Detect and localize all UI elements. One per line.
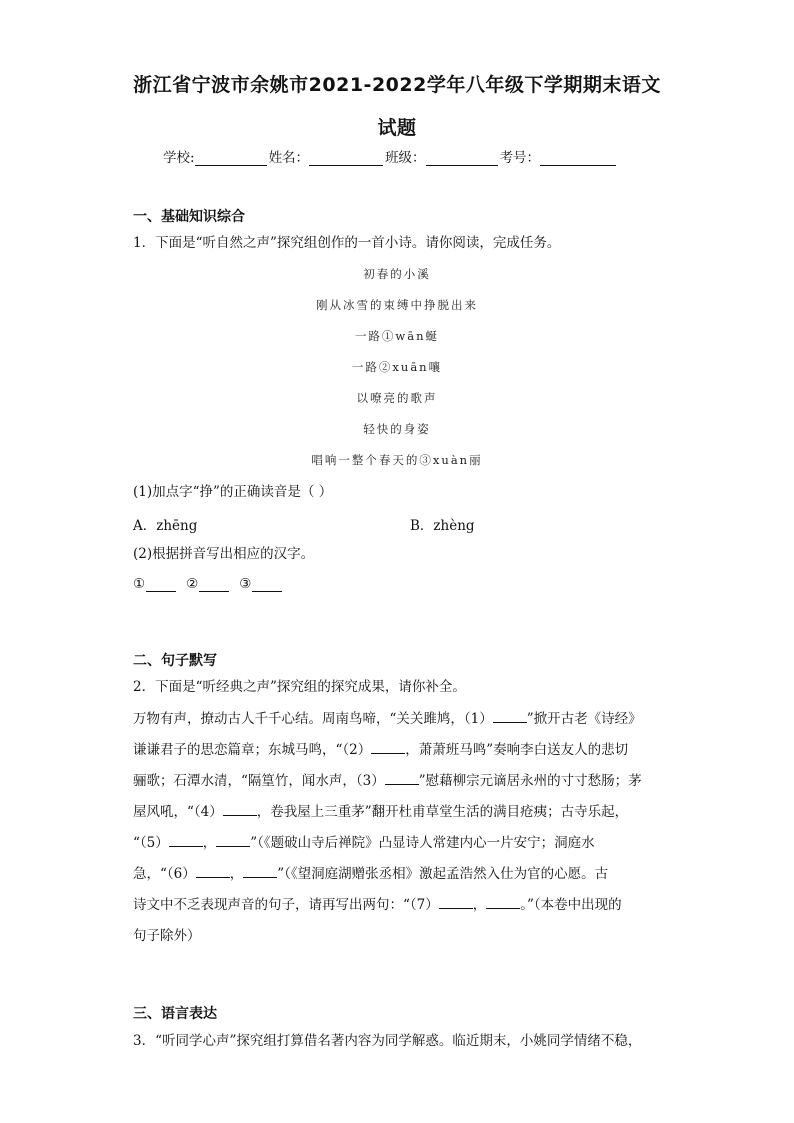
passage-line — [133, 735, 663, 766]
passage-line — [133, 797, 663, 828]
passage-line — [133, 704, 663, 735]
passage-text: 屋风吼，“（4） — [133, 804, 223, 820]
passage-line — [133, 828, 663, 859]
exam-title-line2: 试题 — [377, 117, 417, 139]
poem-line: 初春的小溪 — [363, 267, 431, 281]
fill-blank[interactable] — [216, 831, 250, 847]
passage-text: 谦谦君子的思恋篇章；东城马鸣，“（2） — [133, 742, 372, 758]
option-b[interactable]: B．zhèng — [410, 518, 475, 534]
blank-line[interactable] — [146, 576, 176, 592]
passage-text: ，卷我屋上三重茅”翻开杜甫草堂生活的满目疮痍；古寺乐起， — [256, 804, 629, 820]
answer-blank-1[interactable] — [133, 576, 176, 592]
poem-line: 唱响一整个春天的③xuàn丽 — [311, 453, 483, 467]
passage-text: 句子除外） — [133, 928, 201, 944]
sub-question-2: (2)根据拼音写出相应的汉字。 — [133, 546, 315, 562]
poem-line: 一路①wān蜒 — [354, 329, 440, 343]
answer-blanks-row — [133, 576, 282, 592]
exam-number-label: 考号： — [499, 150, 541, 166]
poem-line: 轻快的身姿 — [363, 422, 431, 436]
fill-blank[interactable] — [439, 893, 473, 909]
fill-blank[interactable] — [371, 738, 405, 754]
poem-line: 一路②xuān嚷 — [351, 360, 443, 374]
passage-text: 诗文中不乏表现声音的句子，请再写出两句：“（7） — [133, 897, 439, 913]
exam-number-field[interactable] — [540, 151, 616, 166]
poem-line: 以嘹亮的歌声 — [356, 391, 438, 405]
passage-text: ”（《望洞庭湖赠张丞相》激起孟浩然入仕为官的心愿。古 — [277, 866, 609, 882]
fill-blank[interactable] — [169, 831, 203, 847]
blank-marker: ① — [133, 576, 146, 592]
passage-text: ”（《题破山寺后禅院》凸显诗人常建内心一片安宁；洞庭水 — [250, 835, 595, 851]
fill-blank[interactable] — [196, 862, 230, 878]
name-field[interactable] — [309, 151, 383, 166]
passage-line — [133, 890, 663, 921]
passage-line — [133, 766, 663, 797]
class-label: 班级： — [385, 150, 426, 166]
blank-line[interactable] — [252, 576, 282, 592]
sub-question-1: (1)加点字“挣”的正确读音是（ ） — [133, 484, 333, 500]
passage-text: ”掀开古老《诗经》 — [526, 711, 642, 727]
poem-line: 刚从冰雪的束缚中挣脱出来 — [316, 298, 478, 312]
answer-blank-3[interactable] — [239, 576, 282, 592]
question-3-stem: 3．“听同学心声”探究组打算借名著内容为同学解惑。临近期末，小姚同学情绪不稳， — [133, 1033, 642, 1049]
fill-blank[interactable] — [385, 769, 419, 785]
passage-text: ， — [202, 835, 217, 851]
blank-marker: ③ — [239, 576, 252, 592]
question-1-stem: 1．下面是“听自然之声”探究组创作的一首小诗。请你阅读，完成任务。 — [133, 235, 561, 251]
answer-blank-2[interactable] — [186, 576, 229, 592]
passage-line — [133, 859, 663, 890]
class-field[interactable] — [426, 151, 498, 166]
passage-text: ，萧萧班马鸣”奏响李白送友人的悲切 — [405, 742, 629, 758]
fill-blank[interactable] — [486, 893, 520, 909]
passage-text: ， — [472, 897, 487, 913]
section-heading-3: 三、语言表达 — [133, 1006, 217, 1022]
passage-line — [133, 921, 663, 952]
passage-text: 急，“（6） — [133, 866, 196, 882]
passage-text: ”慰藉柳宗元谪居永州的寸寸愁肠；茅 — [418, 773, 642, 789]
question-2-stem: 2．下面是“听经典之声”探究组的探究成果，请你补全。 — [133, 679, 466, 695]
blank-marker: ② — [186, 576, 199, 592]
option-a[interactable]: A．zhēng — [133, 518, 198, 534]
fill-blank[interactable] — [493, 707, 527, 723]
name-label: 姓名： — [268, 150, 310, 166]
passage-text: 骊歌；石潭水清，“隔篁竹，闻水声，（3） — [133, 773, 385, 789]
student-info-row — [163, 146, 618, 166]
passage-text: 万物有声，撩动古人千千心结。周南鸟啼，“关关雎鸠，（1） — [133, 711, 493, 727]
passage-text: 。”（本卷中出现的 — [520, 897, 622, 913]
school-label: 学校: — [163, 150, 195, 166]
exam-title-line1: 浙江省宁波市余姚市2021-2022学年八年级下学期期末语文 — [133, 74, 661, 96]
blank-line[interactable] — [199, 576, 229, 592]
section-heading-1: 一、基础知识综合 — [133, 209, 245, 225]
question-2-passage — [133, 704, 663, 952]
school-field[interactable] — [195, 151, 267, 166]
section-heading-2: 二、句子默写 — [133, 653, 217, 669]
fill-blank[interactable] — [223, 800, 257, 816]
passage-text: ， — [229, 866, 244, 882]
fill-blank[interactable] — [243, 862, 277, 878]
passage-text: “（5） — [133, 835, 169, 851]
